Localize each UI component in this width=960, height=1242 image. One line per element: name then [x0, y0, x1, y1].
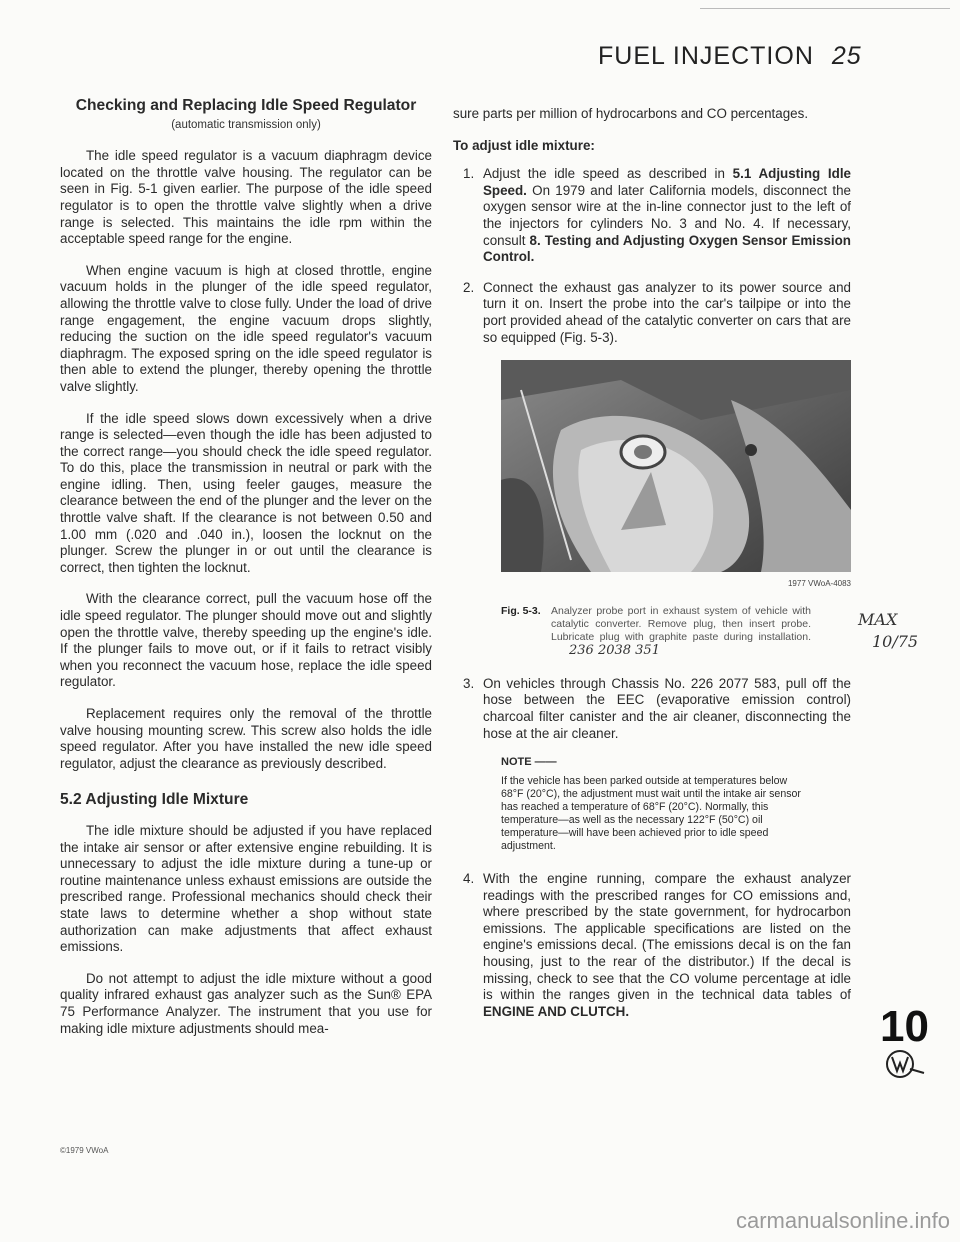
figure-caption [501, 605, 811, 658]
figure-label: Fig. 5-3. [501, 604, 541, 617]
exhaust-system-photo [501, 360, 851, 572]
figure-caption-text [551, 605, 811, 658]
chapter-number: 10 [880, 1002, 929, 1051]
watermark: carmanualsonline.info [735, 1208, 950, 1233]
step-number: 1. [463, 166, 475, 182]
paragraph: The idle mixture should be adjusted if you have replaced the intake air sensor or after extensive engine rebuilding. It is unnecessary to adjust the idle mixture during a tune-up or routine maintenance unless exhaust emissions are outside the prescribed range. Professional mechanics should check their state laws to determine whether a shop without state authorization can make adjustments that affect exhaust emissions. [60, 822, 432, 955]
note-box [501, 756, 801, 853]
step-number: 4. [463, 871, 475, 887]
step-text: On 1979 and later California models, disconnect the oxygen sensor wire at the in-line connector just to the left of the injectors for cylinders No. 3 and No. 4. If necessary, consult [483, 182, 851, 248]
right-column [453, 106, 851, 1034]
paragraph: Replacement requires only the removal of the throttle valve housing mounting screw. This screw also holds the idle speed regulator. After you have installed the new idle speed regulator, adjust the clearance as previously described. [60, 706, 432, 771]
step-2 [453, 280, 851, 346]
step-reference: ENGINE AND CLUTCH. [483, 1003, 630, 1019]
caption-body: Analyzer probe port in exhaust system of vehicle with catalytic converter. Remove plug, then insert probe. Lubricate plug with graphite paste during installation. [551, 604, 811, 643]
step-text: Connect the exhaust gas analyzer to its power source and turn it on. Insert the probe into the car's tailpipe or into the port provided ahead of the catalytic converter on cars that are so equipped (Fig. 5-3). [483, 279, 851, 345]
paragraph: The idle speed regulator is a vacuum diaphragm device located on the throttle valve housing. The regulator can be seen in Fig. 5-1 given earlier. The purpose of the idle speed regulator is to open the throttle valve slightly when a drive range is selected. This maintains the idle rpm within the acceptable speed range for the engine. [60, 148, 432, 247]
handwritten-margin-note: MAX [858, 610, 898, 629]
section-heading-idle-mixture: 5.2 Adjusting Idle Mixture [60, 791, 249, 809]
note-heading: NOTE —— [501, 756, 557, 769]
scan-edge-line [700, 8, 950, 9]
procedure-steps-cont [453, 676, 851, 742]
left-column [60, 98, 432, 1052]
continued-paragraph: sure parts per million of hydrocarbons and CO percentages. [453, 106, 809, 121]
handwritten-margin-note: 10/75 [872, 632, 919, 651]
chapter-title: FUEL INJECTION [598, 42, 814, 70]
step-text: On vehicles through Chassis No. 226 2077 583, pull off the hose between the EEC (evaporative emission control) charcoal filter canister and the air cleaner, disconnecting the hose at the air cleaner. [483, 675, 851, 741]
vw-logo-icon [882, 1049, 926, 1079]
step-text: Adjust the idle speed as described in [483, 166, 733, 182]
procedure-heading: To adjust idle mixture: [453, 137, 595, 153]
page-header [598, 42, 862, 71]
section-subheading: (automatic transmission only) [171, 118, 321, 131]
step-3 [453, 676, 851, 742]
page-number: 25 [831, 42, 862, 70]
photo-identifier: 1977 VWoA-4083 [787, 579, 851, 589]
step-number: 2. [463, 279, 475, 295]
note-text: If the vehicle has been parked outside at temperatures below 68°F (20°C), the adjustment must wait until the intake air sensor has reached a temperature of 68°F (20°C). Normally, this temperature—as well as the necessary 122°F (50°C) oil temperature—will have been achieved prior to idle speed adjustment. [501, 775, 801, 853]
step-text: With the engine running, compare the exhaust analyzer readings with the prescribed ranges for CO emissions and, where prescribed by the state government, for hydrocarbon emissions. The applicable specifications are listed on the engine's emissions decal. (The emissions decal is on the fan housing, just to the rear of the distributor.) If the decal is missing, check to see that the CO volume percentage at idle is within the ranges given in the technical data tables of [483, 871, 851, 1003]
step-number: 3. [463, 675, 475, 691]
step-reference: 8. Testing and Adjusting Oxygen Sensor Emission Control. [483, 232, 851, 265]
section-heading-idle-regulator: Checking and Replacing Idle Speed Regulator [75, 97, 417, 114]
exhaust-photo-illustration [501, 360, 851, 572]
chapter-badge [880, 1002, 929, 1084]
procedure-steps-final [453, 871, 851, 1020]
paragraph: If the idle speed slows down excessively when a drive range is selected—even though the idle has been adjusted to the correct range—you should check the idle speed regulator. To do this, place the transmission in neutral or park with the engine idling. Then, using feeler gauges, measure the clearance between the end of the plunger and the lever on the throttle valve shaft. If the clearance is not between 0.50 and 1.00 mm (.020 and .040 in.), loosen the locknut on the plunger. Screw the plunger in or out until the clearance is correct, then tighten the locknut. [60, 410, 432, 575]
paragraph: Do not attempt to adjust the idle mixture without a good quality infrared exhaust gas analyzer such as the Sun® EPA 75 Performance Analyzer. The instrument that you use for making idle mixture adjustments should mea- [60, 970, 432, 1036]
handwritten-note: 236 2038 351 [569, 642, 660, 658]
copyright-footer: ©1979 VWoA [60, 1146, 109, 1155]
step-4 [453, 871, 851, 1020]
paragraph: With the clearance correct, pull the vacuum hose off the idle speed regulator. The plunger should move out and slightly open the throttle valve, thereby speeding up the engine's idle. If the plunger fails to move out, or if it fails to retract visibly when you reconnect the vacuum hose, replace the idle speed regulator. [60, 591, 432, 690]
paragraph: When engine vacuum is high at closed throttle, engine vacuum holds in the plunger of the idle speed regulator, allowing the throttle valve to close fully. Under the load of drive range engagement, the engine vacuum drops slightly, reducing the suction on the idle speed regulator's vacuum diaphragm. The exposed spring on the idle speed regulator is then able to extend the plunger, thereby opening the throttle valve slightly. [60, 262, 432, 394]
step-1 [453, 166, 851, 266]
procedure-steps [453, 166, 851, 346]
step-reference: 5.1 Adjusting Idle Speed. [483, 166, 851, 198]
